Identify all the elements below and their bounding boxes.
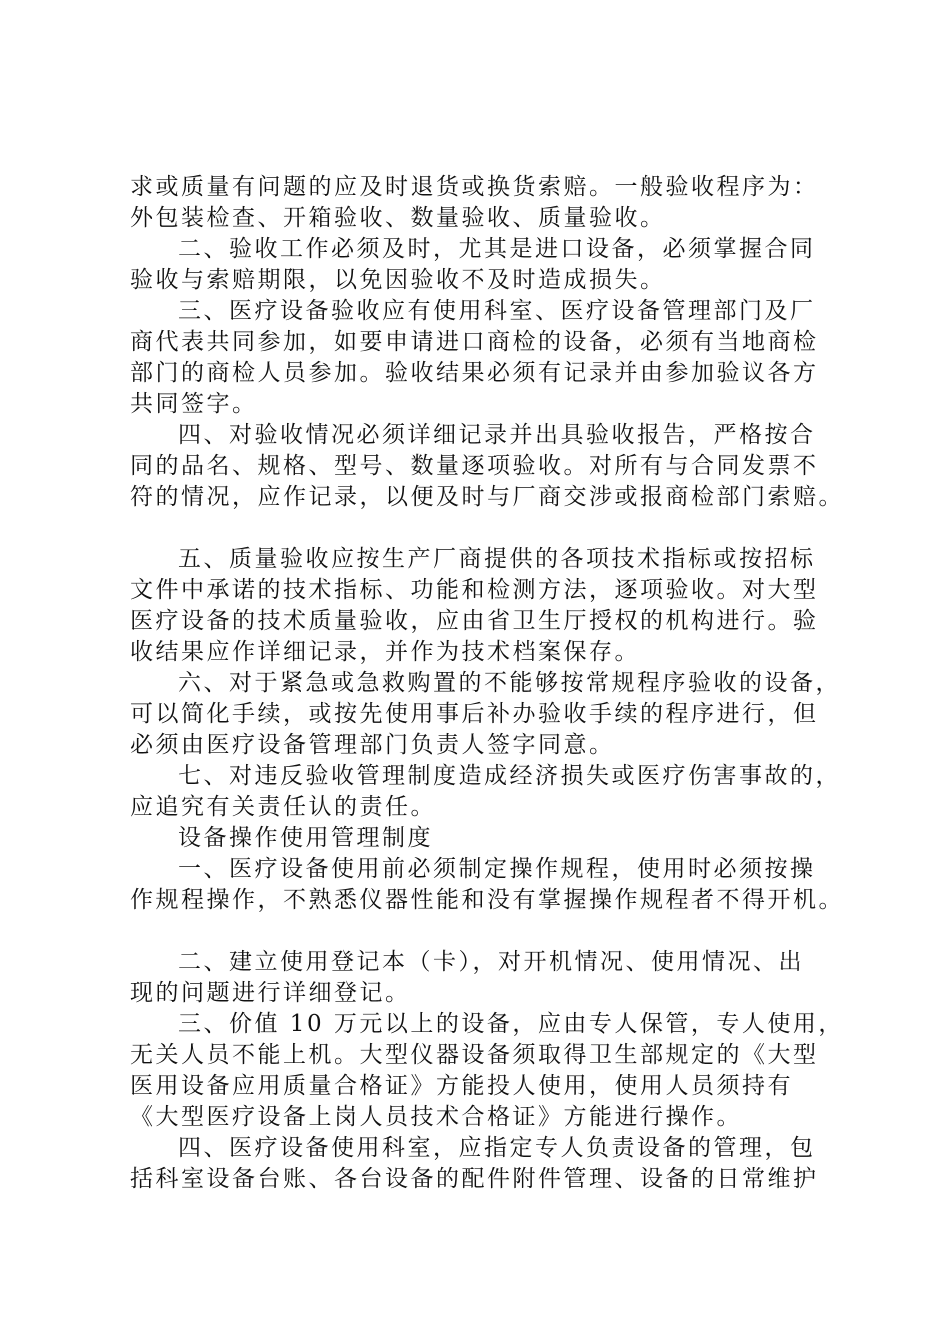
text-line: 医疗设备的技术质量验收，应由省卫生厅授权的机构进行。验 (130, 608, 819, 634)
text-line: 六、对于紧急或急救购置的不能够按常规程序验收的设备， (178, 670, 841, 696)
section-heading: 设备操作使用管理制度 (178, 825, 433, 851)
text-line: 《大型医疗设备上岗人员技术合格证》方能进行操作。 (130, 1104, 742, 1130)
text-line: 部门的商检人员参加。验收结果必须有记录并由参加验议各方 (130, 360, 819, 386)
text-line: 三、价值 10 万元以上的设备，应由专人保管，专人使用， (178, 1011, 844, 1037)
text-line: 医用设备应用质量合格证》方能投人使用，使用人员须持有 (130, 1073, 793, 1099)
text-line: 现的问题进行详细登记。 (130, 980, 411, 1006)
text-line: 作规程操作，不熟悉仪器性能和没有掌握操作规程者不得开机。 (130, 887, 844, 913)
text-line: 四、对验收情况必须详细记录并出具验收报告，严格按合 (178, 422, 816, 448)
text-line: 一、医疗设备使用前必须制定操作规程，使用时必须按操 (178, 856, 816, 882)
text-line: 求或质量有问题的应及时退货或换货索赔。一般验收程序为： (130, 174, 819, 200)
text-line: 二、验收工作必须及时，尤其是进口设备，必须掌握合同 (178, 236, 816, 262)
document-body (130, 172, 850, 1195)
text-line: 外包装检查、开箱验收、数量验收、质量验收。 (130, 205, 666, 231)
text-line: 必须由医疗设备管理部门负责人签字同意。 (130, 732, 615, 758)
paragraph-gap (130, 916, 850, 947)
text-line: 可以简化手续，或按先使用事后补办验收手续的程序进行，但 (130, 701, 819, 727)
text-line: 二、建立使用登记本（卡），对开机情况、使用情况、出 (178, 949, 804, 975)
text-line: 收结果应作详细记录，并作为技术档案保存。 (130, 639, 640, 665)
text-line: 符的情况，应作记录，以便及时与厂商交涉或报商检部门索赔。 (130, 484, 844, 510)
text-line: 文件中承诺的技术指标、功能和检测方法，逐项验收。对大型 (130, 577, 819, 603)
text-line: 应追究有关责任认的责任。 (130, 794, 436, 820)
paragraph-gap (130, 513, 850, 544)
text-line: 括科室设备台账、各台设备的配件附件管理、设备的日常维护 (130, 1166, 819, 1192)
text-line: 七、对违反验收管理制度造成经济损失或医疗伤害事故的， (178, 763, 841, 789)
text-line: 同的品名、规格、型号、数量逐项验收。对所有与合同发票不 (130, 453, 819, 479)
text-line: 无关人员不能上机。大型仪器设备须取得卫生部规定的《大型 (130, 1042, 819, 1068)
text-line: 三、医疗设备验收应有使用科室、医疗设备管理部门及厂 (178, 298, 816, 324)
text-line: 商代表共同参加，如要申请进口商检的设备，必须有当地商检 (130, 329, 819, 355)
text-line: 四、医疗设备使用科室，应指定专人负责设备的管理，包 (178, 1135, 816, 1161)
text-line: 共同签字。 (130, 391, 258, 417)
text-line: 五、质量验收应按生产厂商提供的各项技术指标或按招标 (178, 546, 816, 572)
text-line: 验收与索赔期限，以免因验收不及时造成损失。 (130, 267, 666, 293)
